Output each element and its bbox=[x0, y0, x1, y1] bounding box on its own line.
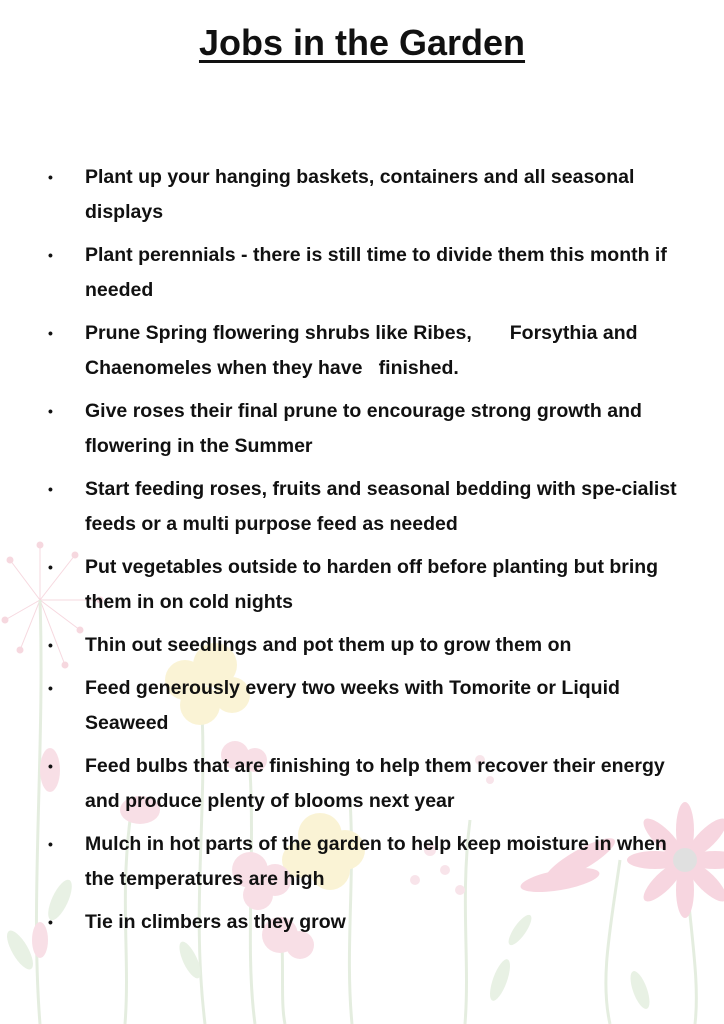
list-item-text: Plant up your hanging baskets, containers and all seasonal displays bbox=[85, 166, 635, 223]
list-item-text: Thin out seedlings and pot them up to grow them on bbox=[85, 634, 572, 656]
bullet-icon: • bbox=[48, 680, 53, 696]
list-item-text: Start feeding roses, fruits and seasonal bedding with spe-cialist feeds or a multi purpose feed as needed bbox=[85, 478, 677, 535]
jobs-list bbox=[44, 160, 680, 948]
list-item-text: Put vegetables outside to harden off before planting but bring them in on cold nights bbox=[85, 556, 659, 613]
list-item bbox=[44, 316, 680, 386]
list-item bbox=[44, 628, 680, 663]
list-item bbox=[44, 550, 680, 620]
list-item-text: Give roses their final prune to encourage strong growth and flowering in the Summer bbox=[85, 400, 642, 457]
list-item bbox=[44, 394, 680, 464]
list-item bbox=[44, 905, 680, 940]
bullet-icon: • bbox=[48, 637, 53, 653]
bullet-icon: • bbox=[48, 481, 53, 497]
bullet-icon: • bbox=[48, 836, 53, 852]
page-title: Jobs in the Garden bbox=[198, 22, 526, 63]
list-item-text: Feed generously every two weeks with Tomorite or Liquid Seaweed bbox=[85, 677, 620, 734]
bullet-icon: • bbox=[48, 169, 53, 185]
list-item-text: Feed bulbs that are finishing to help them recover their energy and produce plenty of blooms next year bbox=[85, 755, 665, 812]
list-item bbox=[44, 827, 680, 897]
list-item-text: Plant perennials - there is still time to divide them this month if needed bbox=[85, 244, 667, 301]
list-item bbox=[44, 160, 680, 230]
bullet-icon: • bbox=[48, 403, 53, 419]
list-item-text: Prune Spring flowering shrubs like Ribes, Forsythia and Chaenomeles when they have finished. bbox=[85, 322, 638, 379]
list-item-text: Mulch in hot parts of the garden to help keep moisture in when the temperatures are high bbox=[85, 833, 667, 890]
list-item bbox=[44, 238, 680, 308]
list-item bbox=[44, 671, 680, 741]
bullet-icon: • bbox=[48, 559, 53, 575]
bullet-icon: • bbox=[48, 914, 53, 930]
bullet-icon: • bbox=[48, 758, 53, 774]
list-item bbox=[44, 749, 680, 819]
list-item bbox=[44, 472, 680, 542]
list-item-text: Tie in climbers as they grow bbox=[85, 911, 346, 933]
bullet-icon: • bbox=[48, 325, 53, 341]
bullet-icon: • bbox=[48, 247, 53, 263]
